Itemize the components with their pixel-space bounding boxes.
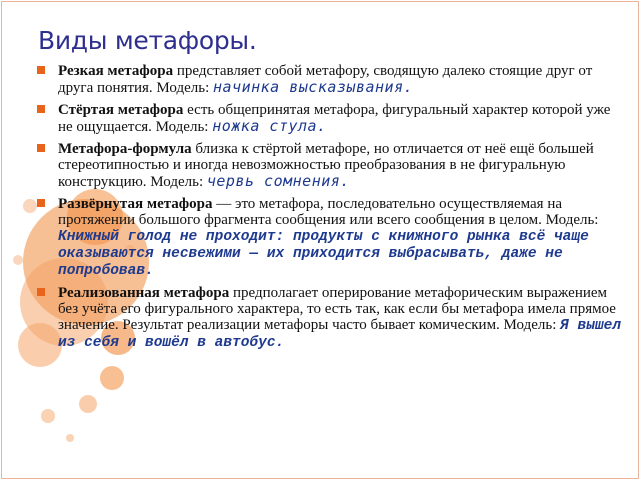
decor-circle [66,434,74,442]
decor-circle [23,199,37,213]
item-model: начинка высказывания. [213,78,414,96]
item-text: есть общепринятая метафора, фигуральный характер которой уже не ощущается. Модель: [58,102,611,135]
bullet-square-icon [37,105,45,113]
list-item [37,141,622,190]
list-item [37,63,622,96]
bullet-square-icon [37,144,45,152]
slide-title: Виды метафоры. [38,26,257,55]
bullet-square-icon [37,199,45,207]
item-model: червь сомнения. [206,172,350,190]
item-model: ножка стула. [212,117,327,135]
bullet-square-icon [37,288,45,296]
decor-circle [79,395,97,413]
item-text: представляет собой метафору, сводящую далеко стоящие друг от друга понятия. Модель: [58,63,593,96]
list-item [37,102,622,135]
item-term: Развёрнутая метафора [58,196,213,212]
decor-circle [13,255,23,265]
decor-circle [100,366,124,390]
item-term: Резкая метафора [58,63,174,79]
bullet-square-icon [37,66,45,74]
item-term: Стёртая метафора [58,102,184,118]
item-text: близка к стёртой метафоре, но отличается от неё ещё большей стереотипностью и иногда невозможностью преобразования в не фигуральную конструкцию. Модель: [58,141,594,190]
item-term: Реализованная метафора [58,285,230,301]
list-item [37,196,622,279]
item-text: — это метафора, последовательно осуществляемая на протяжении большого фрагмента сообщения или всего сообщения в целом. Модель: [58,196,599,228]
item-text: предполагает оперирование метафорическим выражением без учёта его фигурального характера, то есть так, как если бы метафора имела прямое значение. Результат реализации метафоры часто бывает комическим. Модель: [58,285,616,333]
item-term: Метафора-формула [58,141,192,157]
list-item [37,285,622,351]
item-model: Книжный голод не проходит: продукты с книжного рынка всё чаще оказываются несвежими — их приходится выбрасывать, даже не попробовав. [58,229,589,279]
decor-circle [41,409,55,423]
bullet-list [37,63,622,357]
item-model: Я вышел из себя и вошёл в автобус. [58,318,622,351]
